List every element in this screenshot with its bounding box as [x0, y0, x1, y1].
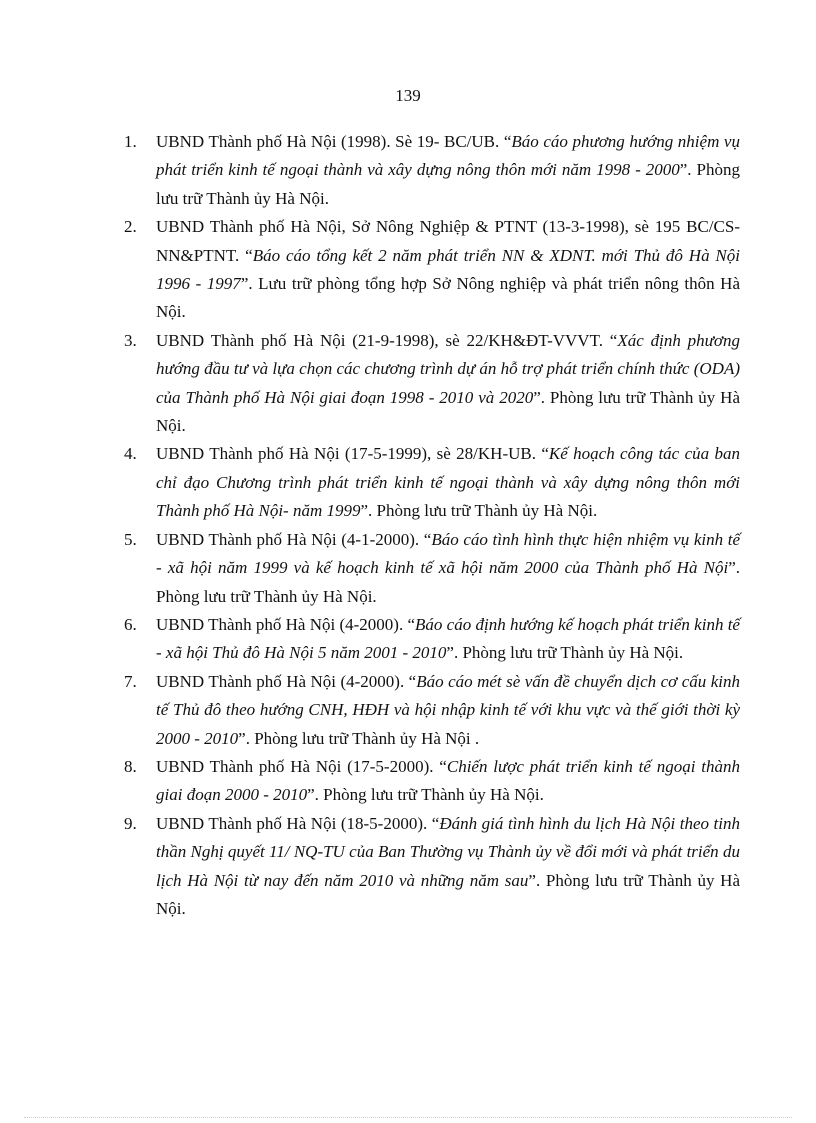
- reference-lead: UBND Thành phố Hà Nội (17-5-1999), sè 28/KH-UB. “: [156, 444, 549, 464]
- reference-lead: UBND Thành phố Hà Nội (17-5-2000). “: [156, 756, 447, 776]
- reference-number: 7.: [124, 671, 137, 691]
- reference-title: Báo cáo định hướng kế hoạch phát triển kinh tế - xã hội Thủ đô Hà Nội 5 năm 2001 - 2010: [156, 614, 740, 663]
- reference-title: Báo cáo tình hình thực hiện nhiệm vụ kinh tế - xã hội năm 1999 và kế hoạch kinh tế xã hội năm 2000 của Thành phố Hà Nội: [156, 529, 740, 578]
- reference-title: Báo cáo mét sè vấn đề chuyển dịch cơ cấu kinh tế Thủ đô theo hướng CNH, HĐH và hội nhập kinh tế với khu vực và thế giới thời kỳ 2000 - 2010: [156, 671, 740, 748]
- reference-item: [120, 327, 740, 441]
- reference-number: 1.: [124, 132, 137, 151]
- page-number: 139: [395, 86, 421, 105]
- reference-tail: ”. Phòng lưu trữ Thành ủy Hà Nội.: [360, 501, 598, 521]
- reference-title: Đánh giá tình hình du lịch Hà Nội theo tinh thần Nghị quyết 11/ NQ-TU của Ban Thường vụ Thành ủy về đổi mới và phát triển du lịch Hà Nội từ nay đến năm 2010 và những năm sau: [156, 813, 740, 890]
- reference-number: 2.: [124, 217, 137, 237]
- reference-title: Xác định phương hướng đầu tư và lựa chọn các chương trình dự án hỗ trợ phát triển chính thức (ODA) của Thành phố Hà Nội giai đoạn 1998 - 2010 và 2020: [156, 330, 741, 407]
- reference-item: [120, 611, 740, 668]
- reference-lead: UBND Thành phố Hà Nội (4-2000). “: [156, 671, 417, 691]
- reference-title: Chiến lược phát triển kinh tế ngoại thành giai đoạn 2000 - 2010: [156, 756, 740, 805]
- reference-title: Báo cáo tổng kết 2 năm phát triển NN & XDNT. mới Thủ đô Hà Nội 1996 - 1997: [156, 245, 740, 294]
- reference-tail: ”. Phòng lưu trữ Thành ủy Hà Nội.: [156, 160, 741, 208]
- reference-tail: ”. Phòng lưu trữ Thành ủy Hà Nội.: [156, 387, 740, 436]
- reference-number: 6.: [124, 614, 137, 634]
- reference-tail: ”. Phòng lưu trữ Thành ủy Hà Nội.: [156, 558, 740, 606]
- reference-lead: UBND Thành phố Hà Nội (4-1-2000). “: [156, 529, 432, 549]
- reference-tail: ”. Phòng lưu trữ Thành ủy Hà Nội.: [446, 643, 684, 663]
- reference-lead: UBND Thành phố Hà Nội (18-5-2000). “: [156, 813, 440, 833]
- reference-number: 5.: [124, 529, 137, 549]
- reference-item: [120, 213, 740, 327]
- reference-item: [120, 753, 740, 810]
- reference-number: 3.: [124, 330, 137, 350]
- reference-list: [120, 128, 740, 923]
- reference-number: 9.: [124, 813, 137, 833]
- reference-number: 4.: [124, 444, 137, 464]
- reference-tail: ”. Phòng lưu trữ Thành ủy Hà Nội .: [238, 728, 480, 748]
- reference-title: Kế hoạch công tác của ban chỉ đạo Chương trình phát triển kinh tế ngoại thành và xây dựng nông thôn mới Thành phố Hà Nội- năm 1999: [156, 444, 740, 521]
- reference-item: [120, 128, 740, 213]
- reference-item: [120, 810, 740, 924]
- reference-number: 8.: [124, 756, 137, 776]
- reference-lead: UBND Thành phố Hà Nội (4-2000). “: [156, 614, 416, 634]
- reference-lead: UBND Thành phố Hà Nội (1998). Sè 19- BC/UB. “: [156, 132, 512, 151]
- reference-title: Báo cáo phương hướng nhiệm vụ phát triển kinh tế ngoại thành và xây dựng nông thôn mới năm 1998 - 2000: [156, 132, 740, 180]
- reference-tail: ”. Phòng lưu trữ Thành ủy Hà Nội.: [156, 870, 740, 918]
- reference-lead: UBND Thành phố Hà Nội, Sở Nông Nghiệp & PTNT (13-3-1998), sè 195 BC/CS-NN&PTNT. “: [156, 217, 740, 265]
- reference-tail: ”. Phòng lưu trữ Thành ủy Hà Nội.: [307, 785, 544, 805]
- footer-divider: [24, 1117, 792, 1118]
- reference-item: [120, 440, 740, 525]
- reference-tail: ”. Lưu trữ phòng tổng hợp Sở Nông nghiệp và phát triển nông thôn Hà Nội.: [156, 274, 740, 322]
- reference-item: [120, 526, 740, 611]
- reference-item: [120, 668, 740, 753]
- reference-lead: UBND Thành phố Hà Nội (21-9-1998), sè 22/KH&ĐT-VVVT. “: [156, 330, 618, 350]
